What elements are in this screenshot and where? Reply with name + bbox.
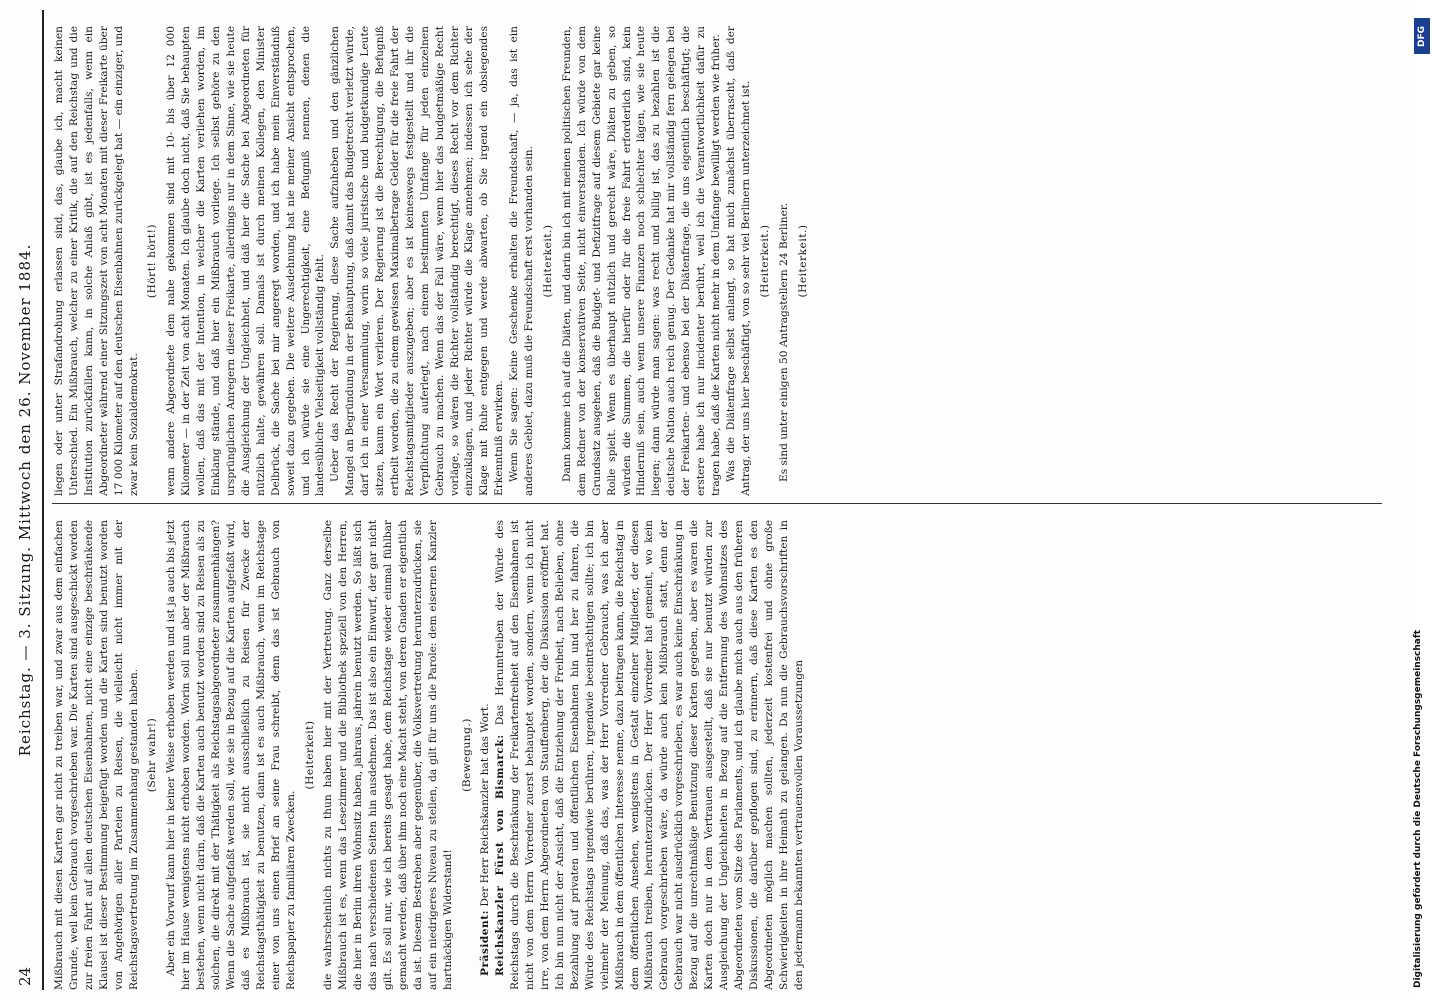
speaker-name: Reichskanzler Fürst von Bismarck: [494, 734, 507, 976]
paragraph [52, 520, 141, 990]
paragraph-text: Mißbrauch mit diesen Karten gar nicht zu treiben war, und zwar aus dem einfachen Grunde, weil kein Gebrauch vorgeschrieben war. Die Karten sind ausgeschickt worden zur freien Fahrt auf allen deutschen Eisenbahnen, nicht eine einzige beschränkende Klausel ist dieser Bestimmung beigefügt worden und die Karten sind benutzt worden von Angehörigen aller Parteien zu Reisen, die vielleicht nicht immer mit der Reichstagsvertretung im Zusammenhang gestanden haben. [53, 520, 140, 990]
paragraph [164, 520, 298, 990]
page-header [8, 10, 44, 990]
paragraph [560, 26, 724, 496]
paragraph-text: Wenn Sie sagen: Keine Geschenke erhalten die Freundschaft, — ja, das ist ein anderes Gebiet, dazu muß die Freundschaft erst vorhanden sein. [508, 26, 536, 496]
interjection: (Heiterkeit.) [542, 224, 554, 298]
paragraph [52, 26, 141, 496]
paragraph-text: Dann komme ich auf die Diäten, und darin bin ich mit meinen politischen Freunden, dem Redner von der konservativen Seite, nicht einverstanden. Ich würde von dem Grundsatz ausgehen, daß die Budget- und Defizitfrage auf diesem Gebiete gar keine Rolle spielt. Wenn es überhaupt nützlich und gerecht wäre, Diäten zu geben, so würden die Summen, die hierfür oder für die freie Fahrt erforderlich sind, kein Hinderniß sein, auch wenn unsere Finanzen noch schlechter lägen, wie sie heute liegen; dann würde man sagen: was recht und billig ist, das zu bezahlen ist die deutsche Nation auch reich genug. Der Gedanke hat mir vollständig fern gelegen bei der Freikarten- und ebenso bei der Diätenfrage, die uns eigentlich beschäftigt; die erstere habe ich nur incidenter berührt, weil ich die Verantwortlichkeit dafür zu tragen habe, daß die Karten nicht mehr in dem Umfange bewilligt werden wie früher. [560, 26, 722, 496]
paragraph-text: Der Herr Reichskanzler hat das Wort. [479, 703, 492, 907]
column-divider [52, 503, 1382, 504]
paragraph-text: die wahrscheinlich nichts zu thun haben hier mit der Vertretung. Ganz derselbe Mißbrauch ist es, wenn das Lesezimmer und die Bibliothek speziell von den Herren, die hier in Berlin ihren Wohnsitz haben, jahraus, jahrein benutzt werden. So läßt sich das nach verschiedenen Seiten hin ausdehnen. Das ist also ein Einwurf, der gar nicht gilt. Es soll nur, wie ich bereits gesagt habe, dem Reichstage wieder einmal fühlbar gemacht werden, daß über ihm noch eine Macht steht, von deren Gnaden er eigentlich da ist. Diesem Bestreben aber gegenüber, die Volksvertretung herunterzudrücken, sie auf ein niedrigeres Niveau zu stellen, da gilt für uns die Parole: dem eisernen Kanzler hartnäckigen Widerstand! [322, 520, 454, 990]
paragraph [777, 26, 792, 496]
speaker-name: Präsident: [479, 909, 492, 976]
header-rule [42, 10, 44, 990]
paragraph-text: Aber ein Vorwurf kann hier in keiner Weise erhoben werden und ist ja auch bis jetzt hier im Hause wenigstens nicht erhoben worden. Worin soll nun aber der Mißbrauch bestehen, wenn nicht darin, daß die Karten auch benutzt worden sind zu Reisen als zu solchen, die direkt mit der Thätigkeit als Reichstagsabgeordneter zusammenhängen? Wenn die Sache aufgefaßt werden soll, wie sie in Bezug auf die Karten aufgefaßt wird, daß es Mißbrauch ist, sie nicht ausschließlich zu Reisen für Zwecke der Reichstagsthätigkeit zu benutzen, dann ist es auch Mißbrauch, wenn im Reichstage einer von uns einen Brief an seine Frau schreibt, denn das ist Gebrauch von Reichspapier zu familiären Zwecken. [165, 520, 297, 990]
paragraph [321, 520, 455, 990]
paragraph-text: Das Herumtreiben der Würde des Reichstags durch die Beschränkung der Freikartenfreiheit auf den Eisenbahnen ist nicht von dem Herrn Vorredner zuerst behauptet worden, sondern, wenn ich nicht irre, von dem Herrn Abgeordneten von Stauffenberg, der die Diskussion eröffnet hat. Ich bin nun nicht der Ansicht, daß die Entziehung der Freiheit, nach Belieben, ohne Bezahlung auf privaten und öffentlichen Eisenbahnen hin und her zu fahren, die Würde des Reichstags irgendwie berühren, irgendwie beeinträchtigen sollte; ich bin vielmehr der Meinung, daß das, was der Herr Vorredner Gebrauch, was ich aber Mißbrauch in dem öffentlichen Interesse nenne, dazu beitragen kann, die Reichstag in dem öffentlichen Ansehen, wenigstens in Gestalt einzelner Mitglieder, der diesen Mißbrauch treiben, herunterzudrücken. Der Herr Vorredner hat gemeint, wo kein Gebrauch vorgeschrieben wäre, da würde auch kein Mißbrauch statt, denn der Gebrauch war nicht ausdrücklich vorgeschrieben, es war auch keine Einschränkung in Bezug auf die unrechtmäßige Benutzung dieser Karten gegeben, aber es waren die Karten doch nur in dem Vertrauen ausgestellt, daß sie nur benutzt würden zur Ausgleichung der Ungleichheiten in Bezug auf die Entfernung des Wohnsitzes des Abgeordneten vom Sitze des Parlaments, und ich glaube mich auch aus den früheren Diskussionen, die darüber gepflogen sind, zu erinnern, daß diese Karten es den Abgeordneten möglich machen sollten, jederzeit kostenfrei und ohne große Schwierigkeiten in ihre Heimath zu gelangen. Da nun die Gebrauchsvorschriften in den jedermann bekannten vertrauensvollen Voraussetzungen [494, 520, 805, 990]
rotated-sheet [8, 10, 1388, 990]
paragraph-text: wenn andere Abgeordnete dem nahe gekommen sind mit 10- bis über 12 000 Kilometer — in der Zeit von acht Monaten. Ich glaube doch nicht, daß Sie behaupten wollen, daß das mit der Intention, in welcher die Karten verliehen worden, im Einklang stände, und daß hier ein Mißbrauch vorliege. Ich selbst gehöre zu den ursprünglichen Anregern dieser Freikarte, allerdings nur in dem Sinne, wie sie heute die Ausgleichung der Ungleichheit, und daß hier die Sache bei Abgeordneten für nützlich halte, gewähren soll. Damals ist durch meinen Kollegen, den Minister Delbrück, die Sache bei mir angeregt worden, und ich habe mein Einverständniß soweit dazu gegeben. Die weitere Ausdehnung hat nie meiner Ansicht entsprochen, und ich würde sie eine Ungerechtigkeit, eine Befugniß nennen, denen die landesübliche Vielseitigkeit vollständig fehlt. [165, 26, 327, 496]
interjection: (Heiterkeit.) [758, 224, 771, 298]
interjection: (Heiterkeit) [303, 720, 316, 790]
paragraph [507, 26, 537, 496]
right-text-column [52, 26, 1382, 496]
paragraph [164, 26, 328, 496]
dfg-credit: Digitalisierung gefördert durch die Deutsche Forschungsgemeinschaft [1413, 629, 1423, 988]
interjection: (Bewegung.) [460, 718, 473, 792]
page-number: 24 [16, 966, 34, 986]
paragraph-text: Was die Diätenfrage selbst anlangt, so hat mich zunächst überrascht, daß der Antrag, der uns hier beschäftigt, von so sehr viel Berlinern unterzeichnet ist. [724, 26, 752, 496]
paragraph [724, 26, 754, 496]
page-title: Reichstag. — 3. Sitzung. Mittwoch den 26. November 1884. [16, 243, 34, 757]
dfg-strip [1410, 0, 1432, 1000]
paragraph-text: Es sind unter einigen 50 Antragstellern 24 Berliner. [777, 202, 790, 482]
interjection: (Hört! hört!) [146, 223, 159, 299]
dfg-logo: DFG [1414, 18, 1430, 54]
paragraph-text: Ueber das Recht der Regierung, diese Sache aufzuheben und den gänzlichen Mangel an Begründung in der Behauptung, daß damit das Budgetrecht verletzt würde, darf ich in einer Versammlung, worin so viele juristische und budgetkundige Leute sitzen, kaum ein Wort verlieren. Der Regierung ist die Berechtigung, die Befugniß ertheilt worden, die zu einem gewissen Maximalbetrage Gelder für die freie Fahrt der Reichstagsmitglieder auszugeben; aber es ist keineswegs festgestellt und ihr die Verpflichtung auferlegt, nach einem bestimmten Umfange für jeden einzelnen Gebrauch zu machen. Wenn das der Fall wäre, wenn hier das budgetmäßige Recht vorläge, so wären die Richter vollständig berechtigt, dieses Recht vor dem Richter einzuklagen, und jeder Richter würde die Klage annehmen; indessen ich sehe der Klage mit Ruhe entgegen und werde abwarten, ob Sie irgend ein obsiegendes Erkenntniß erwirken. [329, 26, 506, 496]
interjection: (Heiterkeit.) [796, 224, 809, 298]
left-text-column [52, 520, 1382, 990]
interjection: (Sehr wahr!) [146, 717, 159, 793]
paragraph [328, 26, 507, 496]
paragraph [478, 520, 493, 990]
paragraph-text: liegen oder unter Strafandrohung erlassen sind, das, glaube ich, macht keinen Unterschied. Ein Mißbrauch, welcher zu einer Kritik, die auf den Reichstag und die Institution zurückfallen kann, in solche Anlaß gibt, ist es jedenfalls, wenn ein Abgeordneter während einer Sitzungszeit von acht Monaten mit dieser Freikarte über 17 000 Kilometer auf den deutschen Eisenbahnen zurückgelegt hat — ein einziger, und zwar kein Sozialdemokrat. [53, 26, 140, 496]
paragraph [493, 520, 806, 990]
